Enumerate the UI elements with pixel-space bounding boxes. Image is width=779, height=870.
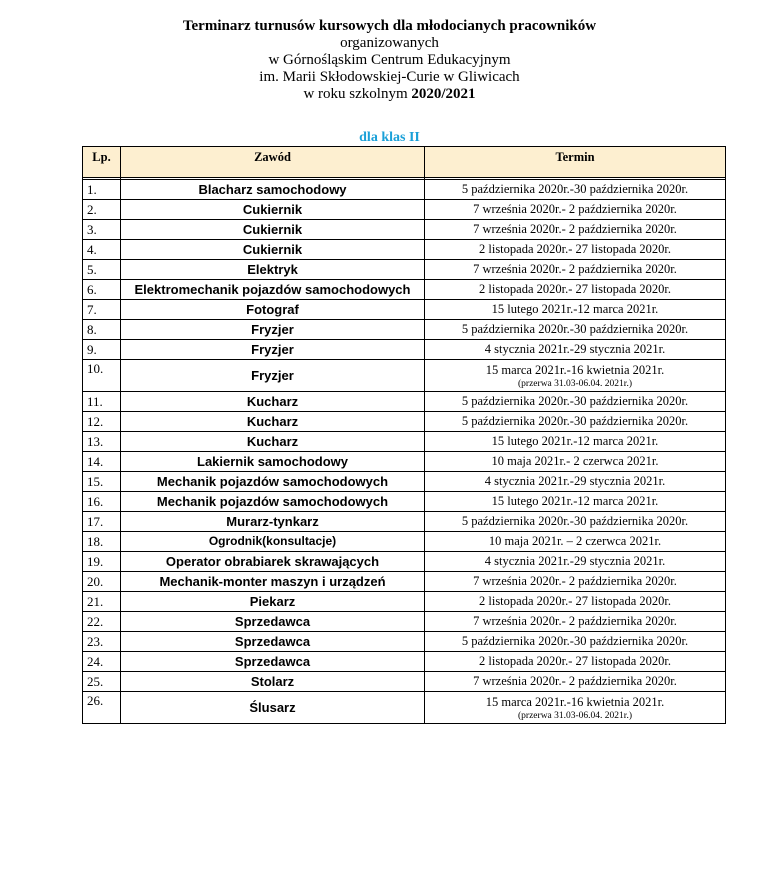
table-row <box>83 512 726 532</box>
term-cell <box>425 552 726 572</box>
row-number: 4. <box>83 240 121 260</box>
row-number: 6. <box>83 280 121 300</box>
profession-cell: Ślusarz <box>121 692 425 724</box>
row-number: 24. <box>83 652 121 672</box>
profession-cell: Ogrodnik(konsultacje) <box>121 532 425 552</box>
profession-cell: Piekarz <box>121 592 425 612</box>
term-dates: 7 września 2020r.- 2 października 2020r. <box>473 262 677 276</box>
term-cell <box>425 492 726 512</box>
row-number: 2. <box>83 200 121 220</box>
row-number: 26. <box>83 692 121 724</box>
term-cell <box>425 360 726 392</box>
term-dates: 5 października 2020r.-30 października 2020r. <box>461 182 689 196</box>
profession-cell: Elektromechanik pojazdów samochodowych <box>121 280 425 300</box>
row-number: 14. <box>83 452 121 472</box>
row-number: 3. <box>83 220 121 240</box>
header-line-centre: w Górnośląskim Centrum Edukacyjnym <box>268 52 511 68</box>
term-dates: 5 października 2020r.-30 października 2020r. <box>461 322 689 336</box>
table-row <box>83 492 726 512</box>
term-cell <box>425 532 726 552</box>
row-number: 20. <box>83 572 121 592</box>
row-number: 23. <box>83 632 121 652</box>
header-line-organized: organizowanych <box>340 35 439 51</box>
table-row <box>83 200 726 220</box>
term-cell <box>425 632 726 652</box>
term-cell <box>425 572 726 592</box>
term-dates: 15 lutego 2021r.-12 marca 2021r. <box>491 494 659 508</box>
term-dates: 7 września 2020r.- 2 października 2020r. <box>473 202 677 216</box>
row-number: 9. <box>83 340 121 360</box>
term-cell <box>425 672 726 692</box>
term-cell <box>425 512 726 532</box>
table-row <box>83 692 726 724</box>
term-dates: 7 września 2020r.- 2 października 2020r. <box>473 674 677 688</box>
table-row <box>83 220 726 240</box>
term-dates: 5 października 2020r.-30 października 2020r. <box>461 634 689 648</box>
term-break-note: (przerwa 31.03-06.04. 2021r.) <box>518 378 632 389</box>
row-number: 15. <box>83 472 121 492</box>
row-number: 10. <box>83 360 121 392</box>
profession-cell: Murarz-tynkarz <box>121 512 425 532</box>
term-cell <box>425 260 726 280</box>
row-number: 11. <box>83 392 121 412</box>
row-number: 22. <box>83 612 121 632</box>
class-subtitle: dla klas II <box>359 130 420 145</box>
profession-cell: Fryzjer <box>121 340 425 360</box>
table-row <box>83 240 726 260</box>
term-cell <box>425 392 726 412</box>
term-dates: 10 maja 2021r. – 2 czerwca 2021r. <box>488 534 662 548</box>
term-dates: 5 października 2020r.-30 października 2020r. <box>461 414 689 428</box>
term-dates: 5 października 2020r.-30 października 2020r. <box>461 394 689 408</box>
table-row <box>83 180 726 200</box>
table-row <box>83 320 726 340</box>
term-dates: 7 września 2020r.- 2 października 2020r. <box>473 222 677 236</box>
term-dates: 4 stycznia 2021r.-29 stycznia 2021r. <box>484 474 666 488</box>
row-number: 13. <box>83 432 121 452</box>
document-title: Terminarz turnusów kursowych dla młodocianych pracowników <box>182 18 597 34</box>
profession-cell: Cukiernik <box>121 240 425 260</box>
term-cell <box>425 220 726 240</box>
row-number: 18. <box>83 532 121 552</box>
profession-cell: Fotograf <box>121 300 425 320</box>
table-row <box>83 572 726 592</box>
term-dates: 5 października 2020r.-30 października 2020r. <box>461 514 689 528</box>
table-row <box>83 592 726 612</box>
table-row <box>83 632 726 652</box>
term-cell <box>425 320 726 340</box>
table-row <box>83 260 726 280</box>
term-cell <box>425 412 726 432</box>
schedule-table <box>82 146 726 724</box>
term-cell <box>425 340 726 360</box>
row-number: 21. <box>83 592 121 612</box>
term-dates: 2 listopada 2020r.- 27 listopada 2020r. <box>479 654 671 668</box>
term-cell <box>425 592 726 612</box>
table-row <box>83 532 726 552</box>
profession-cell: Stolarz <box>121 672 425 692</box>
term-cell <box>425 652 726 672</box>
column-header-termin: Termin <box>425 147 726 178</box>
term-dates: 10 maja 2021r.- 2 czerwca 2021r. <box>491 454 659 468</box>
term-cell <box>425 280 726 300</box>
term-dates: 2 listopada 2020r.- 27 listopada 2020r. <box>479 282 671 296</box>
table-row <box>83 412 726 432</box>
term-cell <box>425 432 726 452</box>
profession-cell: Fryzjer <box>121 320 425 340</box>
header-line-patron: im. Marii Skłodowskiej-Curie w Gliwicach <box>259 69 520 85</box>
term-cell <box>425 300 726 320</box>
profession-cell: Mechanik pojazdów samochodowych <box>121 492 425 512</box>
table-header-row <box>83 147 726 178</box>
term-cell <box>425 472 726 492</box>
profession-cell: Cukiernik <box>121 220 425 240</box>
table-row <box>83 672 726 692</box>
row-number: 12. <box>83 412 121 432</box>
term-break-note: (przerwa 31.03-06.04. 2021r.) <box>518 710 632 721</box>
table-row <box>83 392 726 412</box>
profession-cell: Sprzedawca <box>121 632 425 652</box>
term-dates: 2 listopada 2020r.- 27 listopada 2020r. <box>479 594 671 608</box>
term-dates: 15 marca 2021r.-16 kwietnia 2021r. <box>485 694 665 709</box>
table-row <box>83 612 726 632</box>
table-row <box>83 360 726 392</box>
term-cell <box>425 612 726 632</box>
row-number: 17. <box>83 512 121 532</box>
term-cell <box>425 240 726 260</box>
column-header-lp: Lp. <box>83 147 121 178</box>
row-number: 1. <box>83 180 121 200</box>
profession-cell: Mechanik-monter maszyn i urządzeń <box>121 572 425 592</box>
term-cell <box>425 452 726 472</box>
row-number: 8. <box>83 320 121 340</box>
term-dates: 15 lutego 2021r.-12 marca 2021r. <box>491 434 659 448</box>
term-cell <box>425 692 726 724</box>
profession-cell: Lakiernik samochodowy <box>121 452 425 472</box>
column-header-zawod: Zawód <box>121 147 425 178</box>
table-row <box>83 452 726 472</box>
profession-cell: Elektryk <box>121 260 425 280</box>
term-cell <box>425 180 726 200</box>
term-dates: 7 września 2020r.- 2 października 2020r. <box>473 614 677 628</box>
term-dates: 7 września 2020r.- 2 października 2020r. <box>473 574 677 588</box>
table-row <box>83 652 726 672</box>
table-row <box>83 280 726 300</box>
table-row <box>83 552 726 572</box>
profession-cell: Operator obrabiarek skrawających <box>121 552 425 572</box>
table-row <box>83 432 726 452</box>
row-number: 5. <box>83 260 121 280</box>
table-row <box>83 300 726 320</box>
profession-cell: Cukiernik <box>121 200 425 220</box>
profession-cell: Kucharz <box>121 432 425 452</box>
profession-cell: Sprzedawca <box>121 612 425 632</box>
profession-cell: Fryzjer <box>121 360 425 392</box>
profession-cell: Mechanik pojazdów samochodowych <box>121 472 425 492</box>
row-number: 25. <box>83 672 121 692</box>
header-line-school-year <box>0 86 779 103</box>
row-number: 16. <box>83 492 121 512</box>
profession-cell: Kucharz <box>121 412 425 432</box>
table-row <box>83 472 726 492</box>
document-header <box>0 17 779 103</box>
school-year: 2020/2021 <box>411 86 476 102</box>
term-dates: 15 marca 2021r.-16 kwietnia 2021r. <box>485 362 665 377</box>
row-number: 7. <box>83 300 121 320</box>
term-dates: 4 stycznia 2021r.-29 stycznia 2021r. <box>484 342 666 356</box>
profession-cell: Blacharz samochodowy <box>121 180 425 200</box>
table-row <box>83 340 726 360</box>
schedule-rows <box>83 178 726 724</box>
profession-cell: Kucharz <box>121 392 425 412</box>
profession-cell: Sprzedawca <box>121 652 425 672</box>
term-dates: 2 listopada 2020r.- 27 listopada 2020r. <box>479 242 671 256</box>
row-number: 19. <box>83 552 121 572</box>
term-cell <box>425 200 726 220</box>
term-dates: 4 stycznia 2021r.-29 stycznia 2021r. <box>484 554 666 568</box>
school-year-prefix: w roku szkolnym <box>303 86 412 102</box>
term-dates: 15 lutego 2021r.-12 marca 2021r. <box>491 302 659 316</box>
